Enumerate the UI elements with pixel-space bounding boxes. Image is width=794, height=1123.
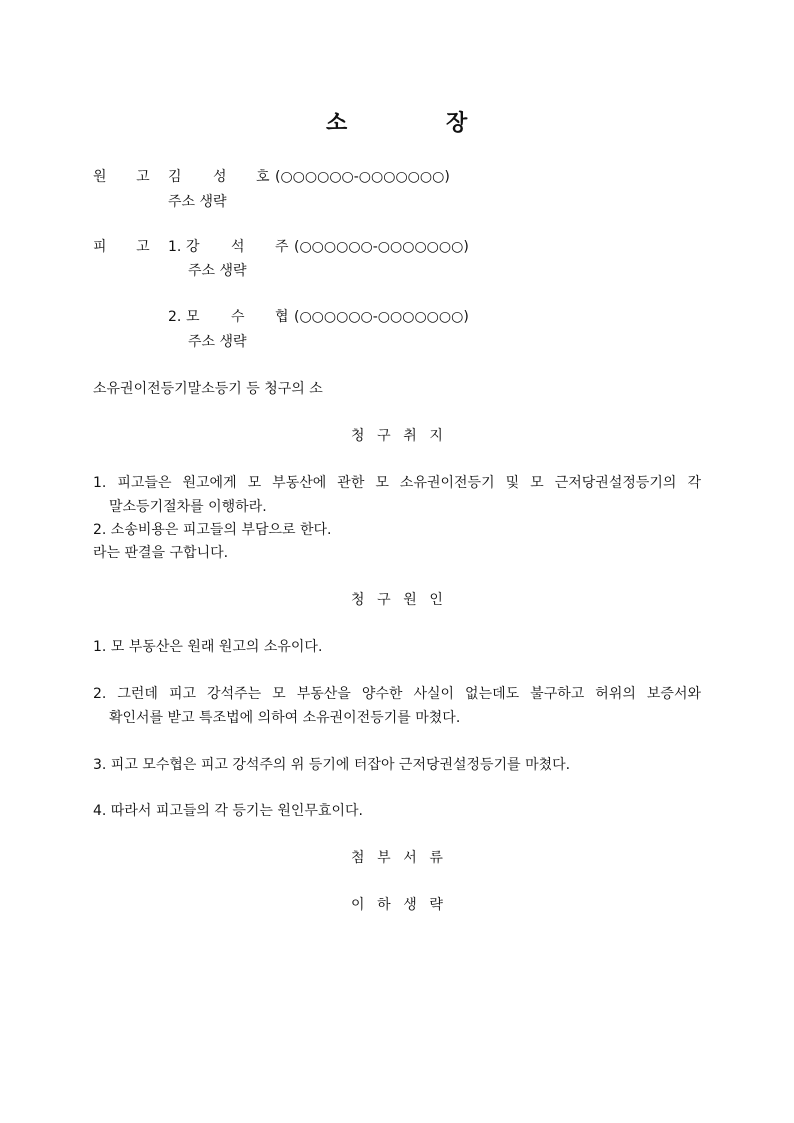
defendant-1-address: 주소 생략: [188, 263, 247, 279]
attachments-heading: 첨부서류: [351, 850, 456, 866]
title-part-1: 소: [326, 111, 348, 136]
claim-purpose-closing: 라는 판결을 구합니다.: [93, 545, 229, 561]
claim-purpose-heading: 청구취지: [351, 428, 456, 444]
claim-purpose-item-1-line-2: 말소등기절차를 이행하라.: [109, 499, 267, 515]
defendant-1-name-char-2: 석: [231, 239, 245, 255]
plaintiff-id-number: (○○○○○○-○○○○○○○): [275, 169, 450, 185]
defendant-2-name-char-1: 모: [186, 309, 200, 325]
defendant-2-name-char-3: 협: [275, 309, 289, 325]
claim-cause-item-4: 4. 따라서 피고들의 각 등기는 원인무효이다.: [93, 803, 363, 819]
claim-cause-item-2-line-2: 확인서를 받고 특조법에 의하여 소유권이전등기를 마쳤다.: [109, 710, 461, 726]
claim-purpose-item-1-line-1: 1. 피고들은 원고에게 모 부동산에 관한 모 소유권이전등기 및 모 근저당권설정등기의 각: [93, 475, 701, 491]
claim-cause-item-2-line-1: 2. 그런데 피고 강석주는 모 부동산을 양수한 사실이 없는데도 불구하고 허위의 보증서와: [93, 686, 701, 702]
defendant-role: 피 고: [93, 239, 163, 255]
defendant-2-number: 2.: [168, 309, 182, 325]
defendant-2-id-number: (○○○○○○-○○○○○○○): [294, 309, 469, 325]
defendant-1-name-char-3: 주: [275, 239, 289, 255]
plaintiff-name-char-2: 성: [213, 169, 227, 185]
plaintiff-address: 주소 생략: [168, 194, 227, 210]
plaintiff-role: 원 고: [93, 169, 163, 185]
claim-purpose-item-2: 2. 소송비용은 피고들의 부담으로 한다.: [93, 522, 332, 538]
plaintiff-name-char-3: 호: [256, 169, 270, 185]
claim-cause-item-3: 3. 피고 모수협은 피고 강석주의 위 등기에 터잡아 근저당권설정등기를 마쳤다.: [93, 757, 571, 773]
defendant-2-name-char-2: 수: [231, 309, 245, 325]
defendant-1-number: 1.: [168, 239, 182, 255]
defendant-2-address: 주소 생략: [188, 334, 247, 350]
claim-cause-heading: 청구원인: [351, 592, 456, 608]
case-name: 소유권이전등기말소등기 등 청구의 소: [93, 381, 323, 397]
attachments-body: 이하생략: [351, 897, 456, 913]
defendant-1-name-char-1: 강: [186, 239, 200, 255]
defendant-1-id-number: (○○○○○○-○○○○○○○): [294, 239, 469, 255]
title-part-2: 장: [446, 111, 468, 136]
claim-cause-item-1: 1. 모 부동산은 원래 원고의 소유이다.: [93, 639, 323, 655]
plaintiff-name-char-1: 김: [168, 169, 182, 185]
